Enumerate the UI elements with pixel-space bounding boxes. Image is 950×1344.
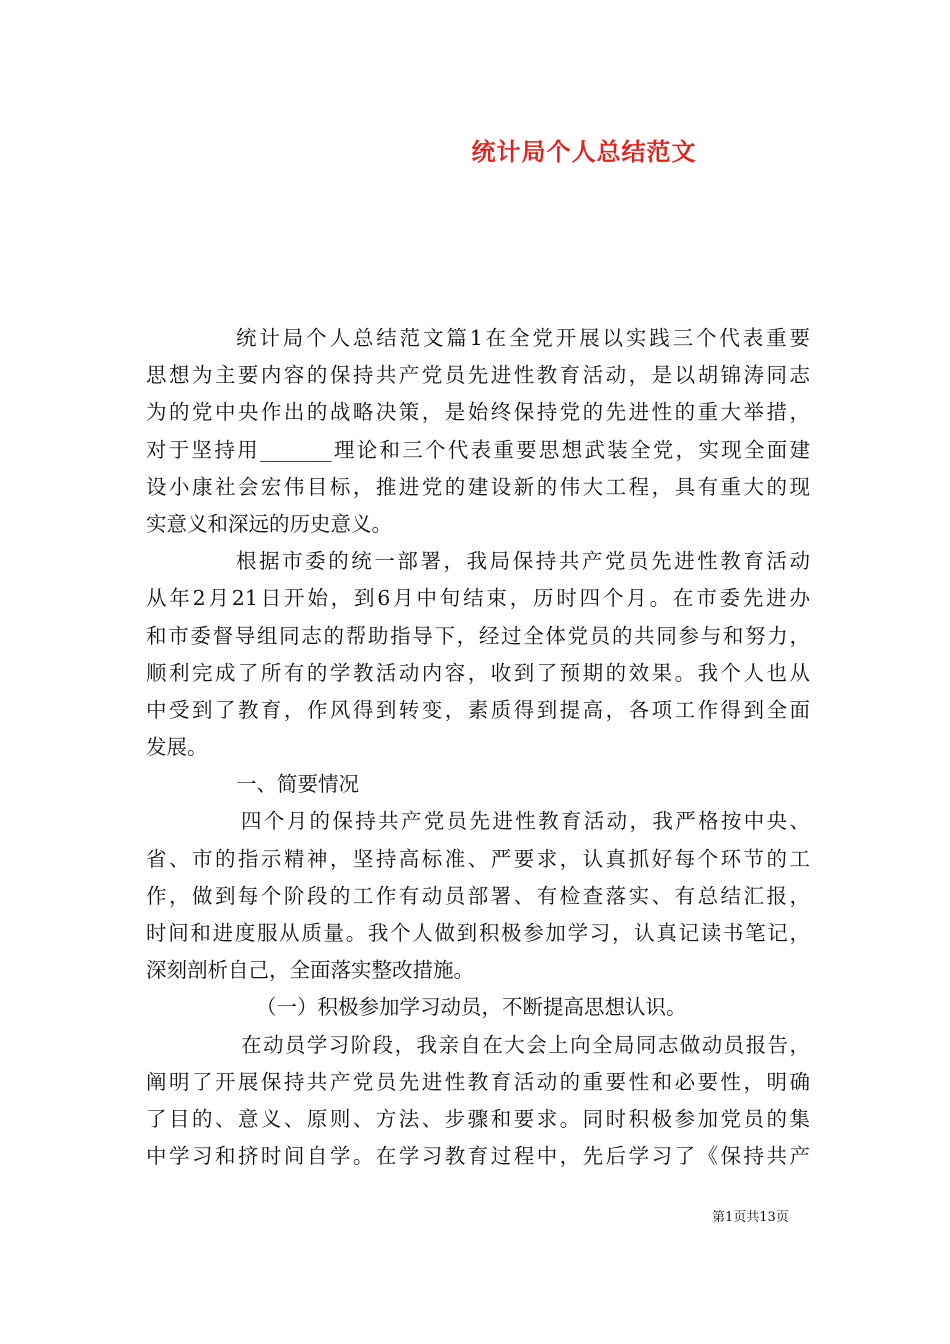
page-number-footer: 第1页共13页 <box>712 1210 789 1225</box>
section-heading: 一、简要情况 <box>236 772 359 797</box>
subsection-heading: （一）积极参加学习动员，不断提高思想认识。 <box>256 995 687 1020</box>
paragraph-line: 发展。 <box>146 735 208 760</box>
paragraph-line: 阐明了开展保持共产党员先进性教育活动的重要性和必要性，明确 <box>146 1069 810 1094</box>
paragraph-line: 思想为主要内容的保持共产党员先进性教育活动，是以胡锦涛同志 <box>146 363 810 388</box>
paragraph-line: 深刻剖析自己，全面落实整改措施。 <box>146 958 474 983</box>
paragraph-line: 设小康社会宏伟目标，推进党的建设新的伟大工程，具有重大的现 <box>146 474 810 499</box>
paragraph-line: 从年2月21日开始，到6月中旬结束，历时四个月。在市委先进办 <box>146 586 810 611</box>
paragraph-line: 中受到了教育，作风得到转变，素质得到提高，各项工作得到全面 <box>146 697 810 722</box>
paragraph-line: 和市委督导组同志的帮助指导下，经过全体党员的共同参与和努力， <box>146 623 810 648</box>
paragraph-line: 根据市委的统一部署，我局保持共产党员先进性教育活动 <box>236 549 810 574</box>
paragraph-line: 对于坚持用_______理论和三个代表重要思想武装全党，实现全面建 <box>146 437 810 462</box>
paragraph-line: 统计局个人总结范文篇1在全党开展以实践三个代表重要 <box>236 326 810 350</box>
paragraph-line: 顺利完成了所有的学教活动内容，收到了预期的效果。我个人也从 <box>146 660 810 685</box>
document-title: 统计局个人总结范文 <box>471 137 697 166</box>
paragraph-line: 实意义和深远的历史意义。 <box>146 511 392 536</box>
paragraph-line: 为的党中央作出的战略决策，是始终保持党的先进性的重大举措， <box>146 400 810 425</box>
paragraph-line: 中学习和挤时间自学。在学习教育过程中，先后学习了《保持共产 <box>146 1144 810 1169</box>
paragraph-line: 在动员学习阶段，我亲自在大会上向全局同志做动员报告， <box>241 1032 810 1057</box>
paragraph-line: 时间和进度服从质量。我个人做到积极参加学习，认真记读书笔记， <box>146 921 810 945</box>
paragraph-line: 省、市的指示精神，坚持高标准、严要求，认真抓好每个环节的工 <box>146 846 810 871</box>
document-body <box>146 320 810 1175</box>
paragraph-line: 四个月的保持共产党员先进性教育活动，我严格按中央、 <box>241 809 810 834</box>
paragraph-line: 作，做到每个阶段的工作有动员部署、有检查落实、有总结汇报， <box>146 883 810 908</box>
paragraph-line: 了目的、意义、原则、方法、步骤和要求。同时积极参加党员的集 <box>146 1106 810 1131</box>
